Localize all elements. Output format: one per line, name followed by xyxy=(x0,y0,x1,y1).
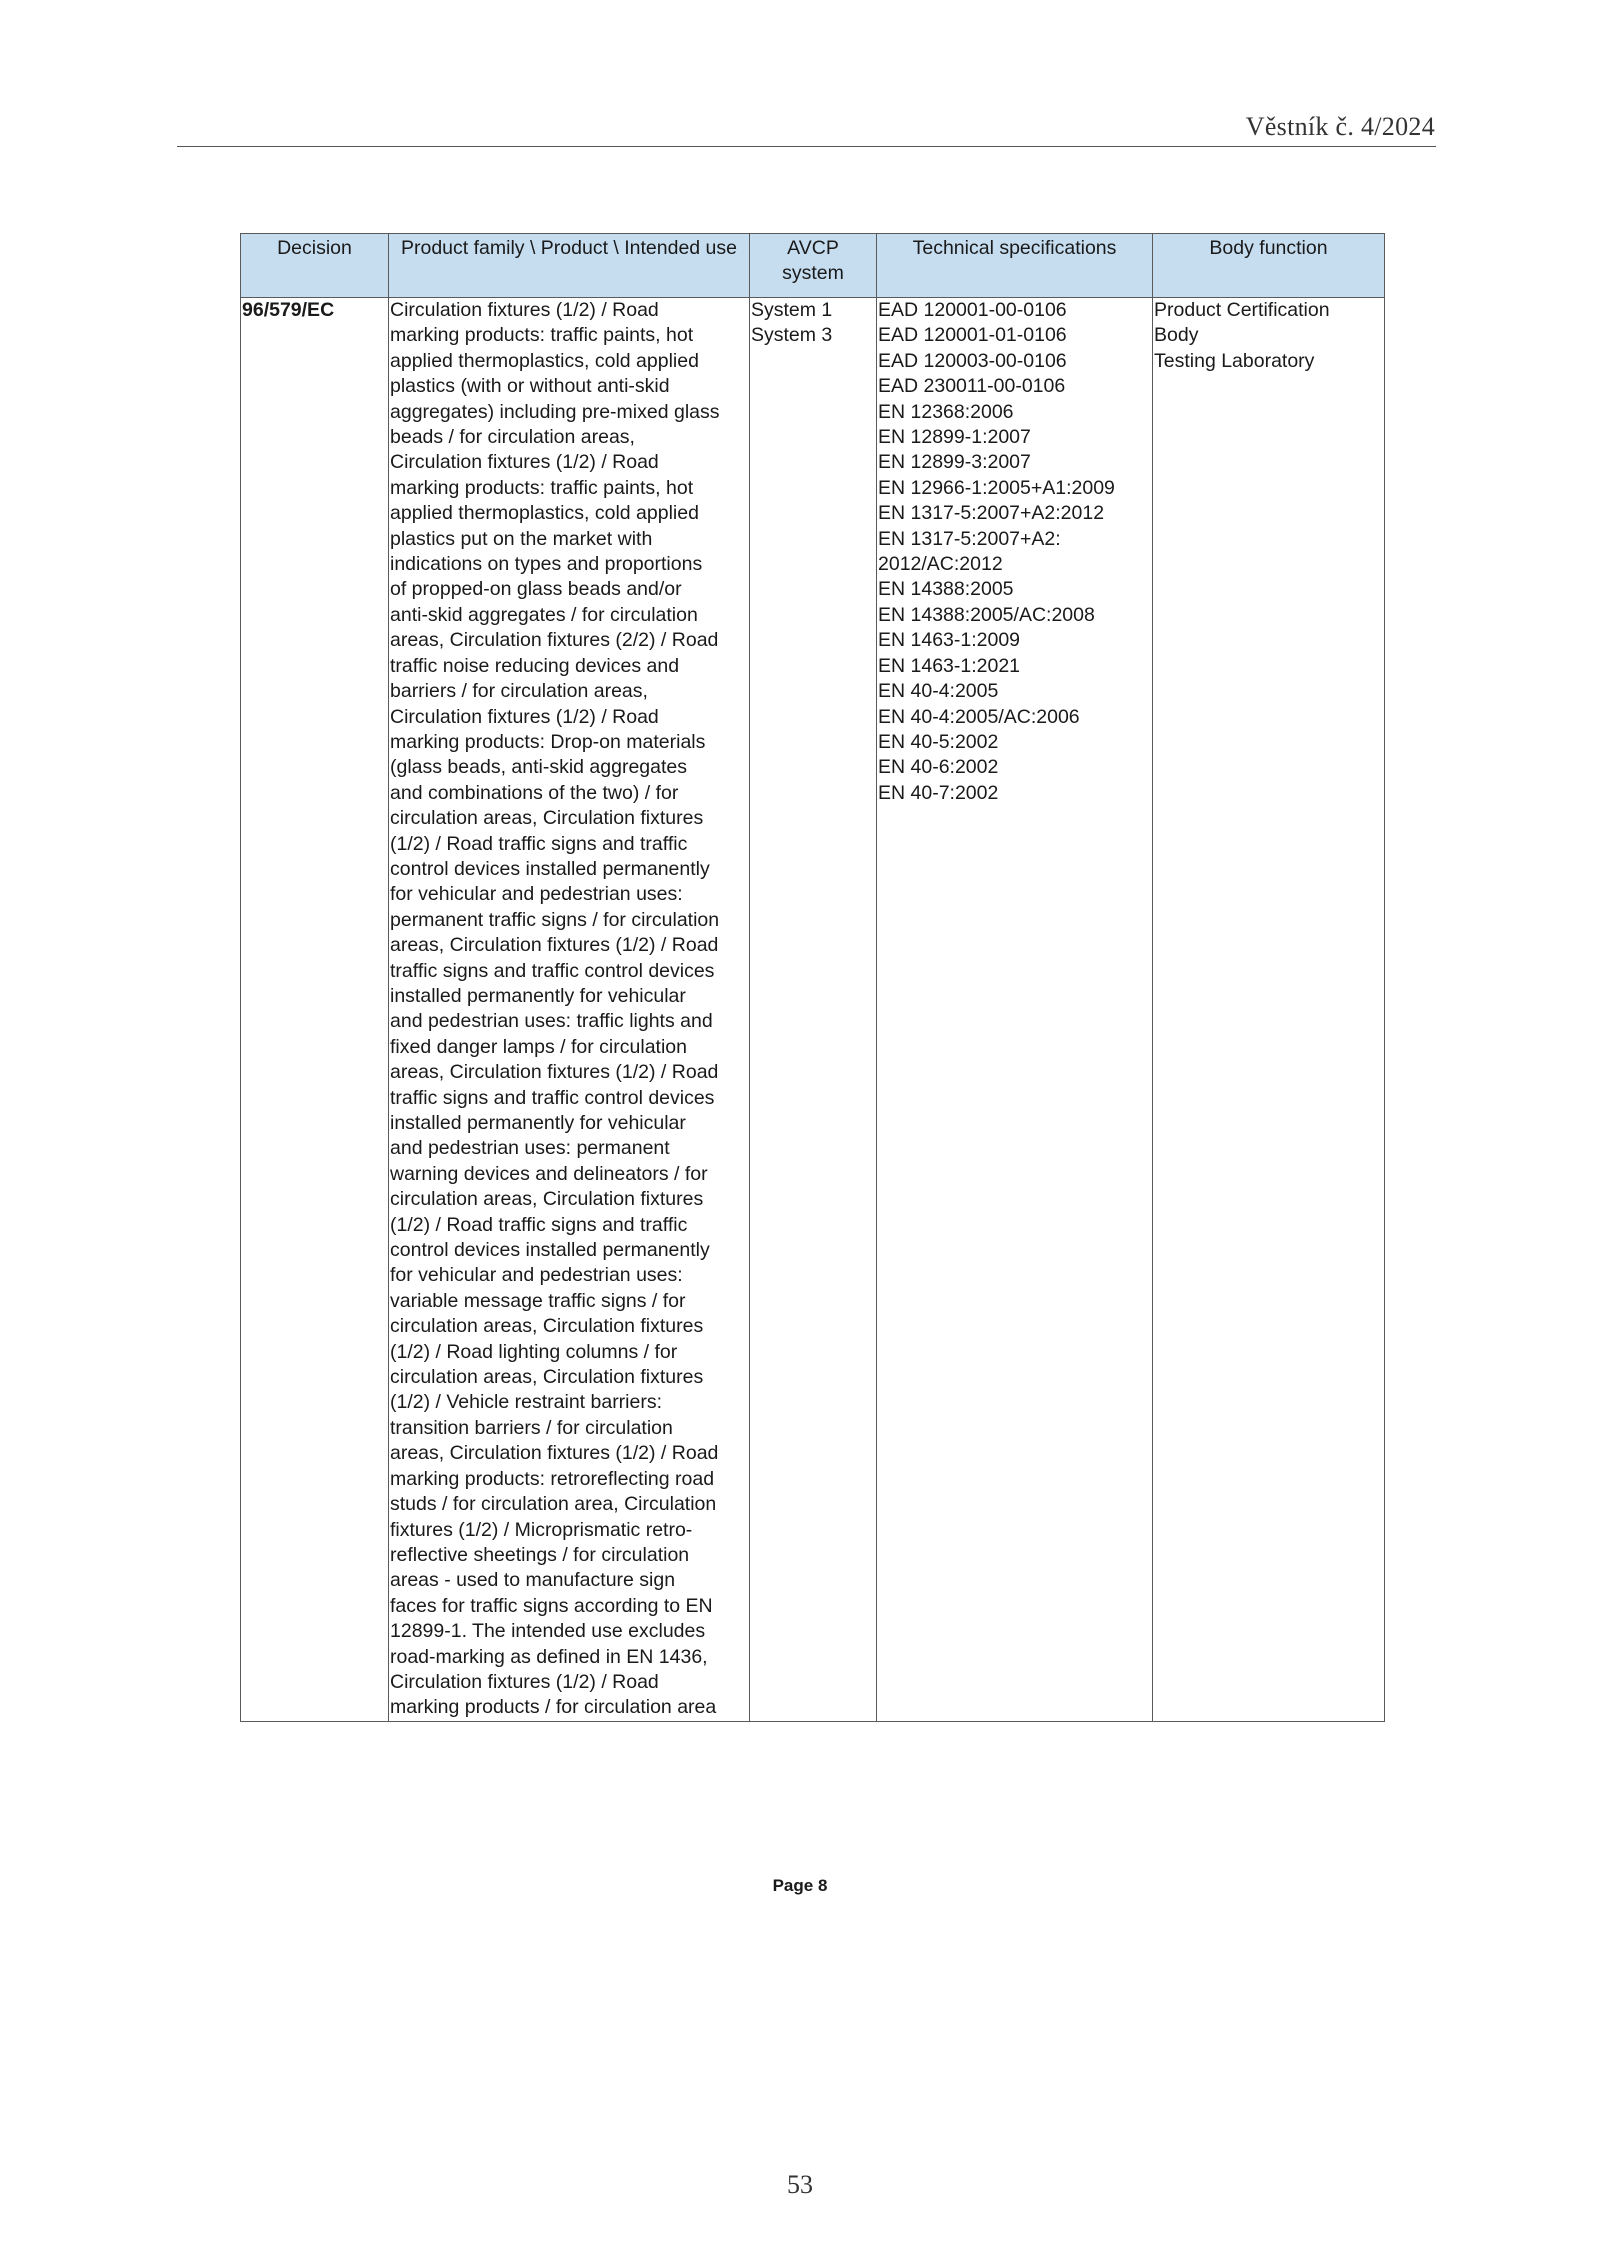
cell-text-line: applied thermoplastics, cold applied xyxy=(390,502,699,525)
cell-text-line: reflective sheetings / for circulation xyxy=(390,1543,690,1566)
cell-text-line: indications on types and proportions xyxy=(390,553,703,576)
cell-text-line: installed permanently for vehicular xyxy=(390,1112,686,1134)
cell-text-line: for vehicular and pedestrian uses: xyxy=(390,1264,683,1287)
cell-text-line: EN 40-6:2002 xyxy=(878,756,999,779)
cell-text-line: Body xyxy=(1154,324,1199,347)
column-header-body-function: Body function xyxy=(1153,234,1385,298)
cell-text-line: EAD 230011-00-0106 xyxy=(878,375,1066,398)
cell-text-line: EN 1317-5:2007+A2: xyxy=(878,527,1061,550)
table-row xyxy=(241,298,1385,1722)
cell-text-line: EAD 120001-01-0106 xyxy=(878,324,1067,347)
cell-text-line: Circulation fixtures (1/2) / Road xyxy=(390,299,659,321)
page-number: 53 xyxy=(787,2170,813,2199)
cell-text-line: System 1 xyxy=(751,299,833,321)
cell-text-line: installed permanently for vehicular xyxy=(390,984,686,1007)
cell-text-line: barriers / for circulation areas, xyxy=(390,680,648,703)
cell-text-line: (1/2) / Road traffic signs and traffic xyxy=(390,1213,688,1236)
cell-text-line: EN 40-7:2002 xyxy=(878,781,999,804)
cell-text-line: beads / for circulation areas, xyxy=(390,426,635,449)
cell-text-line: System 3 xyxy=(751,324,833,347)
product-family-cell xyxy=(389,298,750,1722)
cell-text-line: 12899-1. The intended use excludes xyxy=(390,1620,706,1643)
cell-text-line: EN 1463-1:2021 xyxy=(878,654,1021,677)
cell-text-line: plastics (with or without anti-skid xyxy=(390,375,670,398)
decision-cell: 96/579/EC xyxy=(241,298,389,1722)
cell-text-line: EAD 120003-00-0106 xyxy=(878,349,1067,372)
cell-text-line: fixed danger lamps / for circulation xyxy=(390,1035,687,1058)
body-function-cell xyxy=(1153,298,1385,1722)
cell-text-line: areas, Circulation fixtures (2/2) / Road xyxy=(390,629,719,652)
cell-text-line: areas, Circulation fixtures (1/2) / Road xyxy=(390,1061,719,1084)
header-rule xyxy=(177,146,1436,147)
technical-specifications-cell xyxy=(877,298,1153,1722)
cell-text-line: Product Certification xyxy=(1154,299,1330,321)
cell-text-line: warning devices and delineators / for xyxy=(390,1162,708,1185)
cell-text-line: and pedestrian uses: traffic lights and xyxy=(390,1010,713,1033)
cell-text-line: control devices installed permanently xyxy=(390,857,710,880)
cell-text-line: circulation areas, Circulation fixtures xyxy=(390,1188,704,1211)
cell-text-line: EN 40-4:2005 xyxy=(878,680,999,703)
cell-text-line: marking products: Drop-on materials xyxy=(390,730,706,753)
column-header-avcp-system: AVCP system xyxy=(750,234,877,298)
cell-text-line: Circulation fixtures (1/2) / Road xyxy=(390,705,659,728)
cell-text-line: permanent traffic signs / for circulation xyxy=(390,908,720,931)
cell-text-line: EAD 120001-00-0106 xyxy=(878,299,1067,321)
cell-text-line: marking products: traffic paints, hot xyxy=(390,324,694,347)
specification-table xyxy=(240,233,1385,1722)
cell-text-line: EN 40-4:2005/AC:2006 xyxy=(878,705,1080,728)
cell-text-line: and pedestrian uses: permanent xyxy=(390,1137,670,1160)
cell-text-line: EN 12899-3:2007 xyxy=(878,451,1031,474)
cell-text-line: aggregates) including pre-mixed glass xyxy=(390,400,720,423)
cell-text-line: traffic noise reducing devices and xyxy=(390,654,680,677)
running-header-title: Věstník č. 4/2024 xyxy=(1245,112,1435,141)
cell-text-line: Testing Laboratory xyxy=(1154,349,1315,372)
cell-text-line: EN 14388:2005 xyxy=(878,578,1014,601)
column-header-technical-specifications: Technical specifications xyxy=(877,234,1153,298)
cell-text-line: variable message traffic signs / for xyxy=(390,1289,686,1312)
cell-text-line: EN 1317-5:2007+A2:2012 xyxy=(878,502,1105,525)
cell-text-line: studs / for circulation area, Circulation xyxy=(390,1493,717,1516)
cell-text-line: and combinations of the two) / for xyxy=(390,781,679,804)
cell-text-line: traffic signs and traffic control devices xyxy=(390,959,715,982)
cell-text-line: Circulation fixtures (1/2) / Road xyxy=(390,451,659,474)
cell-text-line: applied thermoplastics, cold applied xyxy=(390,349,699,372)
cell-text-line: anti-skid aggregates / for circulation xyxy=(390,603,698,626)
cell-text-line: areas, Circulation fixtures (1/2) / Road xyxy=(390,934,719,957)
cell-text-line: circulation areas, Circulation fixtures xyxy=(390,807,704,830)
cell-text-line: EN 12368:2006 xyxy=(878,400,1014,423)
cell-text-line: marking products: traffic paints, hot xyxy=(390,476,694,499)
cell-text-line: areas - used to manufacture sign xyxy=(390,1569,676,1592)
cell-text-line: (1/2) / Vehicle restraint barriers: xyxy=(390,1391,663,1414)
cell-text-line: transition barriers / for circulation xyxy=(390,1416,673,1439)
cell-text-line: EN 14388:2005/AC:2008 xyxy=(878,603,1095,626)
cell-text-line: EN 40-5:2002 xyxy=(878,730,999,753)
cell-text-line: (glass beads, anti-skid aggregates xyxy=(390,756,688,779)
cell-text-line: Circulation fixtures (1/2) / Road xyxy=(390,1670,659,1693)
cell-text-line: fixtures (1/2) / Microprismatic retro- xyxy=(390,1518,693,1541)
cell-text-line: circulation areas, Circulation fixtures xyxy=(390,1315,704,1338)
cell-text-line: marking products: retroreflecting road xyxy=(390,1467,715,1490)
cell-text-line: circulation areas, Circulation fixtures xyxy=(390,1366,704,1389)
cell-text-line: of propped-on glass beads and/or xyxy=(390,578,682,601)
cell-text-line: for vehicular and pedestrian uses: xyxy=(390,883,683,906)
cell-text-line: (1/2) / Road traffic signs and traffic xyxy=(390,832,688,855)
cell-text-line: EN 12966-1:2005+A1:2009 xyxy=(878,476,1115,499)
cell-text-line: (1/2) / Road lighting columns / for xyxy=(390,1340,678,1363)
cell-text-line: EN 12899-1:2007 xyxy=(878,426,1031,449)
cell-text-line: 2012/AC:2012 xyxy=(878,553,1003,576)
cell-text-line: marking products / for circulation area xyxy=(390,1696,717,1719)
page-label: Page 8 xyxy=(772,1876,828,1895)
table-header-row xyxy=(241,234,1385,298)
cell-text-line: traffic signs and traffic control devices xyxy=(390,1086,715,1109)
cell-text-line: control devices installed permanently xyxy=(390,1239,710,1262)
avcp-system-cell xyxy=(750,298,877,1722)
column-header-product-family: Product family \ Product \ Intended use xyxy=(389,234,750,298)
cell-text-line: plastics put on the market with xyxy=(390,527,653,550)
column-header-decision: Decision xyxy=(241,234,389,298)
cell-text-line: areas, Circulation fixtures (1/2) / Road xyxy=(390,1442,719,1465)
cell-text-line: road-marking as defined in EN 1436, xyxy=(390,1645,708,1668)
cell-text-line: faces for traffic signs according to EN xyxy=(390,1594,713,1617)
cell-text-line: EN 1463-1:2009 xyxy=(878,629,1021,652)
